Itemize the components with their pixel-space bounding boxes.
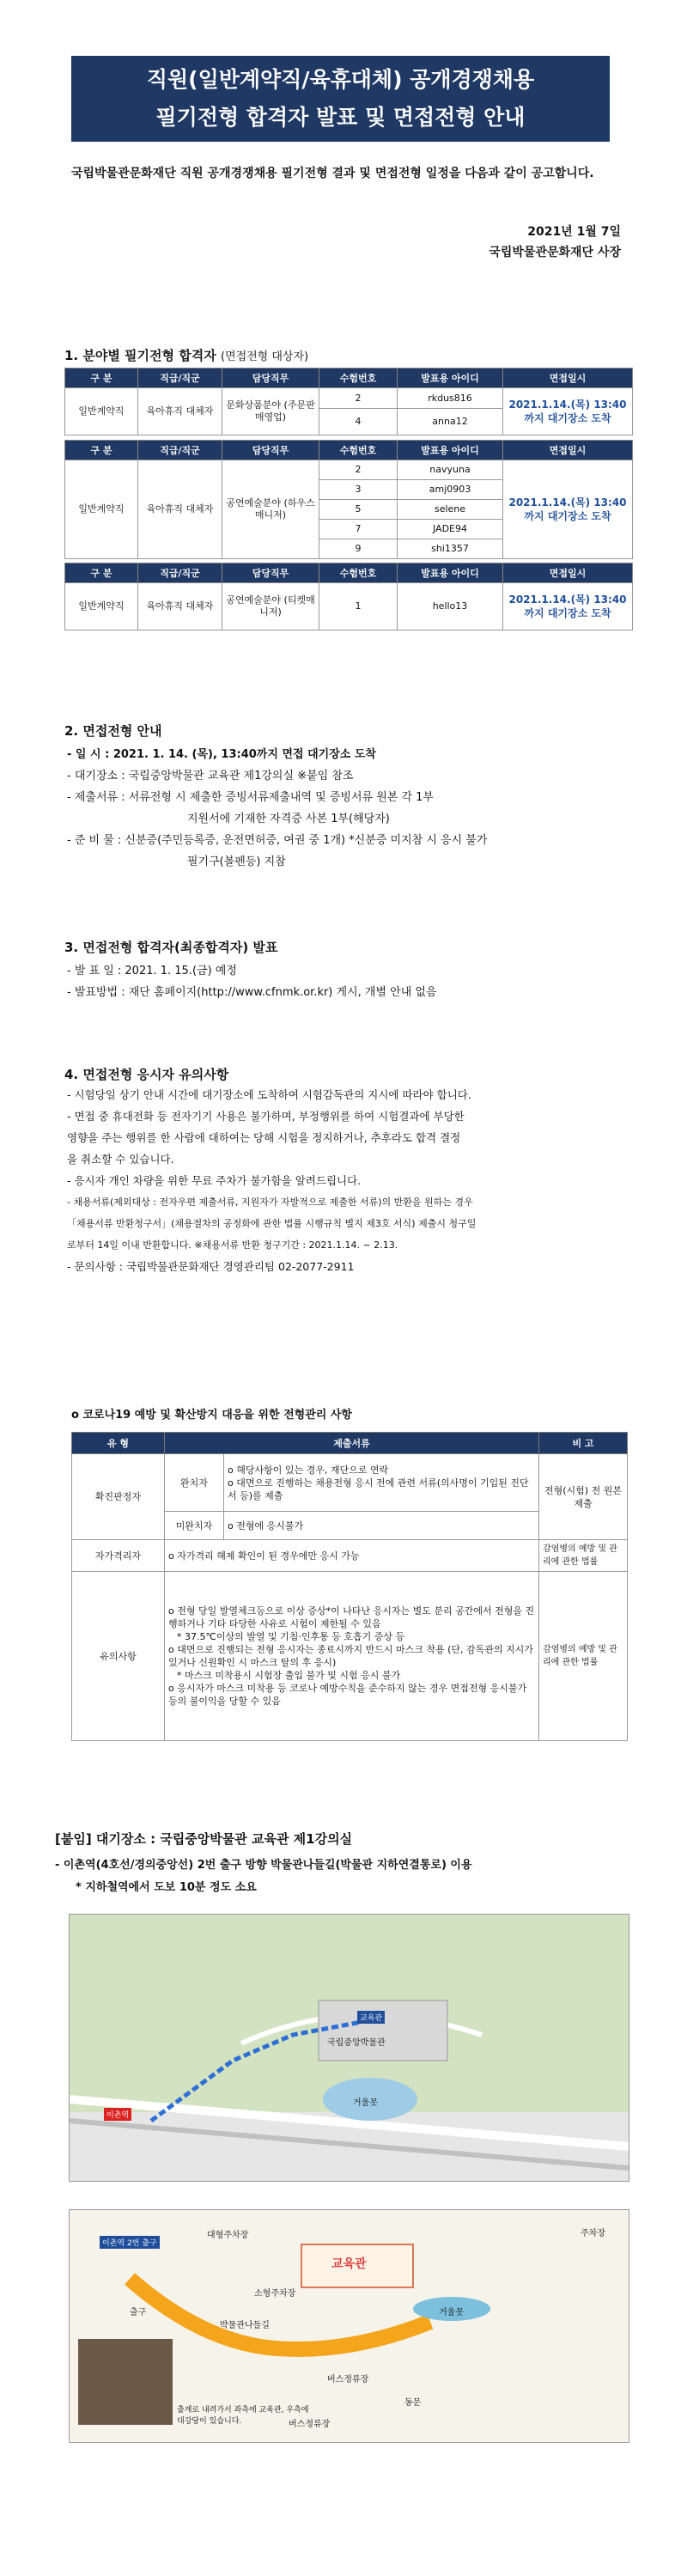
col-header: 비 고: [539, 1433, 628, 1454]
title-line1: 직원(일반계약직/육휴대체) 공개경쟁채용: [146, 67, 535, 92]
cell-id: amj0903: [398, 480, 503, 500]
cell-grade: 육아휴직 대체자: [138, 460, 222, 559]
result-table-2: [64, 440, 633, 559]
cell-id: JADE94: [398, 520, 503, 539]
cell-no: 5: [319, 500, 398, 520]
col-header: 구 분: [65, 563, 138, 583]
page-title: [71, 56, 610, 142]
cell-no: 3: [319, 480, 398, 500]
waiting-place: - 대기장소 : 국립중앙박물관 교육관 제1강의실 ※붙임 참조: [67, 770, 354, 783]
result-table-1: [64, 368, 633, 435]
attachment-title: [붙임] 대기장소 : 국립중앙박물관 교육관 제1강의실: [55, 1831, 353, 1847]
table-row: [72, 1572, 628, 1741]
map2-caption: 출계로 내려가서 좌측에 교육관, 우측에 대강당이 있습니다.: [177, 2406, 309, 2426]
cell-note: 전형(시험) 전 원본제출: [539, 1454, 628, 1540]
cell-note: 감염병의 예방 및 관리에 관한 법률: [539, 1540, 628, 1572]
cell-type: 확진판정자: [72, 1454, 165, 1540]
cell-interview: 2021.1.14.(목) 13:40 까지 대기장소 도착: [503, 388, 633, 435]
table-row: [72, 1540, 628, 1572]
map2-edu: 교육관: [331, 2257, 367, 2271]
table-row: [72, 1454, 628, 1512]
cell-interview: 2021.1.14.(목) 13:40 까지 대기장소 도착: [503, 460, 633, 559]
col-header: 발표용 아이디: [398, 441, 503, 460]
col-header: 발표용 아이디: [398, 563, 503, 583]
cell-duty: 공연예술분야 (하우스매니저): [222, 460, 319, 559]
table-row: [65, 583, 633, 630]
cell-id: hello13: [398, 583, 503, 630]
section2-title: 2. 면접전형 안내: [64, 723, 162, 739]
cell-grade: 육아휴직 대체자: [138, 583, 222, 630]
content-line: o 해당사항이 있는 경우, 재단으로 연락: [228, 1464, 389, 1476]
col-header: 수험번호: [319, 441, 398, 460]
table-row: [65, 388, 633, 409]
cell-id: shi1357: [398, 539, 503, 559]
cell-sub: 미완치자: [165, 1512, 224, 1540]
section4-title: 4. 면접전형 응시자 유의사항: [64, 1067, 229, 1082]
col-header: 수험번호: [319, 563, 398, 583]
notice-line: - 시험당일 상기 안내 시간에 대기장소에 도착하여 시험감독관의 지시에 따라야 합니다.: [67, 1088, 471, 1101]
col-header: 발표용 아이디: [398, 368, 503, 388]
content-line: o 대면으로 진행되는 전형 응시자는 종료시까지 반드시 마스크 착용 (단, 감독관의 지시가 있거나 신원확인 시 마스크 탈의 후 응시): [168, 1644, 533, 1668]
col-header: 제출서류: [165, 1433, 539, 1454]
cell-sub: 완치자: [165, 1454, 224, 1512]
content-line: * 마스크 미착용시 시험장 출입 불가 및 시험 응시 불가: [177, 1670, 401, 1681]
section2-body: [67, 744, 634, 873]
cell-duty: 공연예술분야 (티켓매니저): [222, 583, 319, 630]
cell-category: 일반계약직: [65, 388, 138, 435]
section1-subtitle: (면접전형 대상자): [220, 350, 309, 363]
col-header: 면접일시: [503, 563, 633, 583]
map2-parking: 주차장: [581, 2229, 605, 2238]
issue-date: 2021년 1월 7일: [527, 225, 621, 239]
table-header: [65, 441, 633, 460]
col-header: 직급/직군: [138, 563, 222, 583]
map-label-edu: 교육관: [357, 2011, 385, 2024]
table-row: [65, 460, 633, 480]
notice-line: 을 취소할 수 있습니다.: [67, 1153, 174, 1166]
cell-no: 2: [319, 460, 398, 480]
cell-category: 일반계약직: [65, 460, 138, 559]
intro-text: 국립박물관문화재단 직원 공개경쟁채용 필기전형 결과 및 면접전형 일정을 다음과 같이 공고합니다.: [71, 167, 594, 180]
notice-line: - 면접 중 휴대전화 등 전자기기 사용은 불가하며, 부정행위를 하여 시험결과에 부당한: [67, 1110, 465, 1123]
cell-id: anna12: [398, 409, 503, 435]
cell-content: o 전형에 응시불가: [224, 1512, 539, 1540]
cell-note: 감염병의 예방 및 관리에 관한 법률: [539, 1572, 628, 1741]
notice-line: - 문의사항 : 국립박물관문화재단 경영관리팀 02-2077-2911: [67, 1260, 355, 1273]
cell-content: [224, 1454, 539, 1512]
map-label-station: 이촌역: [104, 2108, 131, 2121]
table-header: [65, 563, 633, 583]
map2-passage: 박물관나들길: [220, 2321, 270, 2330]
route-map: [69, 2209, 629, 2443]
notice-line: 영향을 주는 행위를 한 사람에 대하여는 당해 시험을 정지하거나, 추후라도 합격 결정: [67, 1131, 461, 1144]
section3-body: [67, 960, 634, 1003]
section1-title: [64, 346, 308, 364]
table-header: [72, 1433, 628, 1454]
cell-duty: 문화상품분야 (주문판매영업): [222, 388, 319, 435]
issuer: 국립박물관문화재단 사장: [489, 246, 621, 259]
notice-line: 「채용서류 반환청구서」(채용절차의 공정화에 관한 법률 시행규칙 별지 제3호 서식) 제출시 청구일: [67, 1218, 477, 1229]
result-table-3: [64, 563, 633, 630]
prepare: - 준 비 물 : 신분증(주민등록증, 운전면허증, 여권 중 1개) *신분증 미지참 시 응시 불가: [67, 834, 488, 847]
cell-content: [165, 1572, 539, 1741]
cell-grade: 육아휴직 대체자: [138, 388, 222, 435]
cell-no: 4: [319, 409, 398, 435]
col-header: 유 형: [72, 1433, 165, 1454]
map2-bus2: 버스정류장: [289, 2420, 331, 2429]
cell-content: o 자가격리 해제 확인이 된 경우에만 응시 가능: [165, 1540, 539, 1572]
cell-no: 1: [319, 583, 398, 630]
map2-exit: 출구: [130, 2308, 147, 2317]
cell-id: selene: [398, 500, 503, 520]
badge-station: 이촌역 2번 출구: [100, 2236, 160, 2249]
title-line2: 필기전형 합격자 발표 및 면접전형 안내: [155, 105, 526, 130]
announce-date: - 발 표 일 : 2021. 1. 15.(금) 예정: [67, 965, 237, 977]
interview-time: - 일 시 : 2021. 1. 14. (목), 13:40까지 면접 대기장소 도착: [67, 748, 376, 761]
prepare-2: 필기구(볼펜등) 지참: [187, 856, 286, 868]
col-header: 수험번호: [319, 368, 398, 388]
cell-type: 자가격리자: [72, 1540, 165, 1572]
attachment-line2: * 지하철역에서 도보 10분 정도 소요: [76, 1881, 257, 1894]
location-map: [69, 1914, 629, 2182]
section3-title: 3. 면접전형 합격자(최종합격자) 발표: [64, 940, 278, 955]
col-header: 면접일시: [503, 368, 633, 388]
documents-2: 지원서에 기재한 자격증 사본 1부(해당자): [187, 813, 390, 825]
notice-line: 로부터 14일 이내 반환합니다. ※채용서류 반환 청구기간 : 2021.1.14. ~ 2.13.: [67, 1239, 398, 1251]
map2-lake: 거울못: [439, 2308, 464, 2317]
cell-interview: 2021.1.14.(목) 13:40 까지 대기장소 도착: [503, 583, 633, 630]
issue-block: [489, 222, 621, 263]
table-header: [65, 368, 633, 388]
covid-title: o 코로나19 예방 및 확산방지 대응을 위한 전형관리 사항: [71, 1409, 352, 1422]
col-header: 구 분: [65, 441, 138, 460]
content-line: o 응시자가 마스크 미착용 등 코로나 예방수칙을 준수하지 않는 경우 면접전형 응시불가 등의 불이익을 당할 수 있음: [168, 1683, 527, 1707]
map2-bus1: 버스정류장: [327, 2375, 369, 2384]
map2-gate: 동문: [404, 2398, 422, 2408]
announce-method: - 발표방법 : 재단 홈페이지(http://www.cfnmk.or.kr) 게시, 개별 안내 없음: [67, 986, 437, 999]
col-header: 담당직무: [222, 563, 319, 583]
content-line: o 전형 당일 발열체크등으로 이상 증상*이 나타난 응시자는 별도 분리 공간에서 전형을 진행하거나 기타 타당한 사유로 시험이 제한될 수 있음: [168, 1605, 535, 1629]
documents: - 제출서류 : 서류전형 시 제출한 증빙서류제출내역 및 증빙서류 원본 각 1부: [67, 791, 434, 804]
cell-no: 9: [319, 539, 398, 559]
cell-no: 7: [319, 520, 398, 539]
col-header: 직급/직군: [138, 368, 222, 388]
col-header: 면접일시: [503, 441, 633, 460]
notice-line: - 채용서류(제외대상 : 전자우편 제출서류, 지원자가 자발적으로 제출한 서류)의 반환을 원하는 경우: [67, 1197, 473, 1208]
content-line: * 37.5℃이상의 발열 및 기침·인후통 등 호흡기 증상 등: [177, 1631, 405, 1642]
cell-no: 2: [319, 388, 398, 409]
map-label-lake: 거울못: [353, 2098, 378, 2108]
cell-category: 일반계약직: [65, 583, 138, 630]
map2-big-parking: 대형주차장: [207, 2231, 249, 2240]
notice-line: - 응시자 개인 차량을 위한 무료 주차가 불가함을 알려드립니다.: [67, 1174, 362, 1187]
content-line: o 대면으로 진행하는 채용전형 응시 전에 관련 서류(의사명이 기입된 진단서 등)를 제출: [228, 1477, 529, 1501]
cell-id: navyuna: [398, 460, 503, 480]
section4-body: [67, 1084, 634, 1277]
cell-type: 유의사항: [72, 1572, 165, 1741]
attachment-line1: - 이촌역(4호선/경의중앙선) 2번 출구 방향 박물관나들길(박물관 지하연결통로) 이용: [55, 1859, 472, 1872]
col-header: 담당직무: [222, 368, 319, 388]
covid-table: [71, 1432, 628, 1741]
col-header: 직급/직군: [138, 441, 222, 460]
col-header: 담당직무: [222, 441, 319, 460]
col-header: 구 분: [65, 368, 138, 388]
map-image: [70, 1915, 629, 2181]
map-label-hall: 국립중앙박물관: [327, 2038, 386, 2048]
cell-id: rkdus816: [398, 388, 503, 409]
map2-small-parking: 소형주차장: [254, 2289, 296, 2299]
section1-heading: 1. 분야별 필기전형 합격자: [64, 348, 216, 363]
